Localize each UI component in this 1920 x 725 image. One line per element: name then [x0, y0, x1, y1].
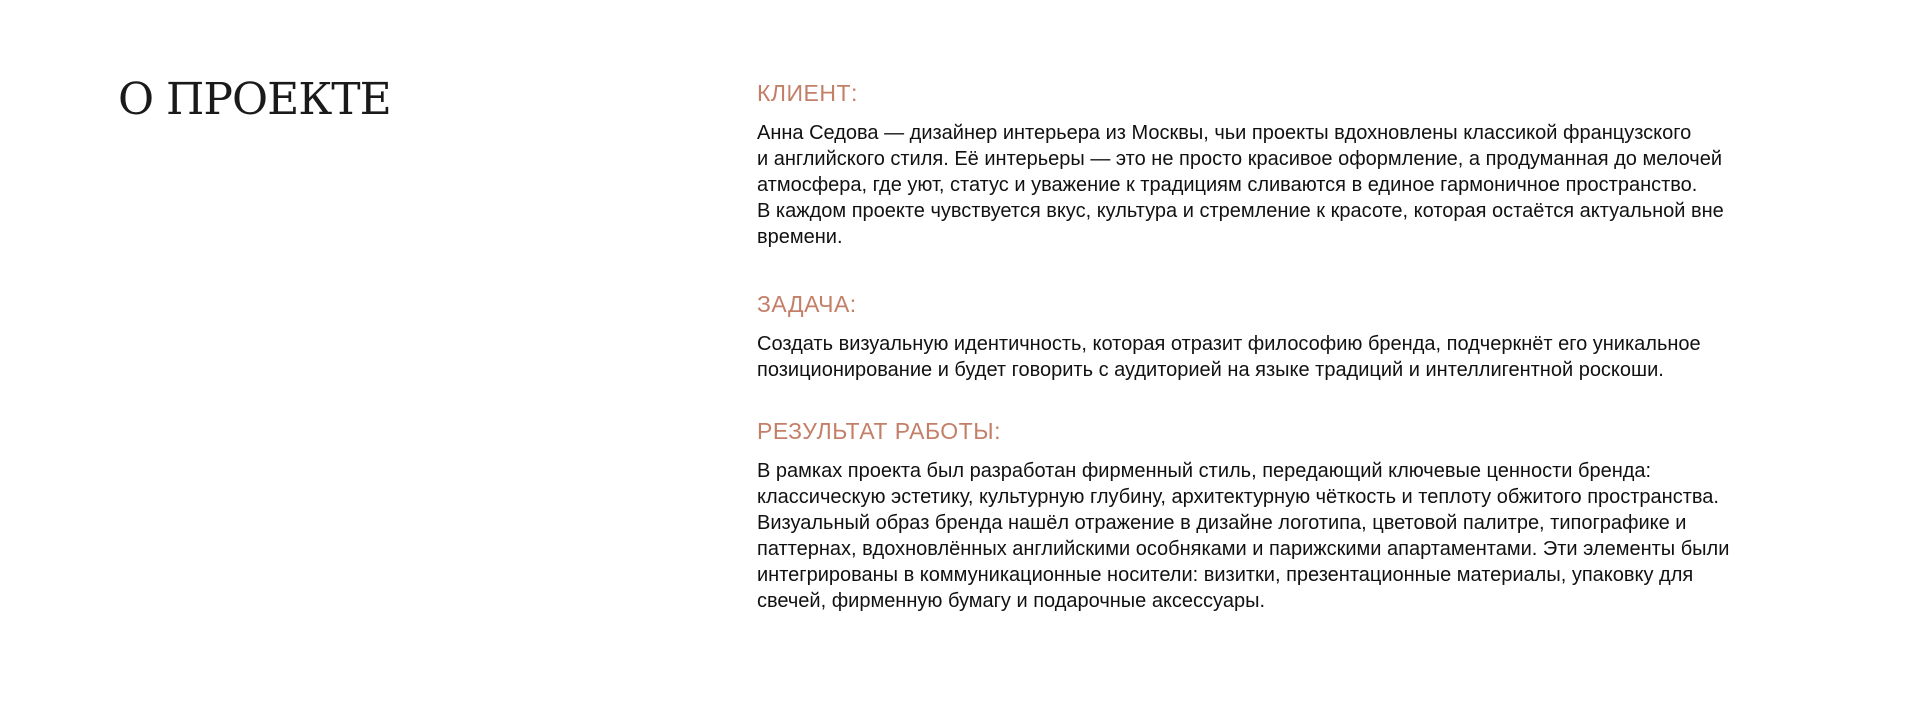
client-text: Анна Седова — дизайнер интерьера из Москвы, чьи проекты вдохновлены классикой французского и английского стиля. Её интерьеры — это не просто красивое оформление, а продуманная до мелочей атмосфера, где уют, статус и уважение к традициям сливаются в единое гармоничное пространство. В каждом проекте чувствуется вкус, культура и стремление к красоте, которая остаётся актуальной вне времени. [757, 122, 1724, 248]
project-description [757, 76, 1882, 614]
result-text: В рамках проекта был разработан фирменный стиль, передающий ключевые ценности бренда: классическую эстетику, культурную глубину, архитектурную чёткость и теплоту обжитого пространства. Визуальный образ бренда нашёл отражение в дизайне логотипа, цветовой палитре, типографике и паттернах, вдохновлённых английскими особняками и парижскими апартаментами. Эти элементы были интегрированы в коммуникационные носители: визитки, презентационные материалы, упаковку для свечей, фирменную бумагу и подарочные аксессуары. [757, 460, 1730, 612]
client-heading: КЛИЕНТ: [757, 80, 858, 106]
task-heading: ЗАДАЧА: [757, 291, 857, 317]
result-heading: РЕЗУЛЬТАТ РАБОТЫ: [757, 418, 1001, 444]
client-section [757, 76, 1882, 250]
task-text: Создать визуальную идентичность, которая отразит философию бренда, подчеркнёт его уникальное позиционирование и будет говорить с аудиторией на языке традиций и интеллигентной роскоши. [757, 333, 1701, 381]
result-section [757, 414, 1882, 614]
page-title: О ПРОЕКТЕ [118, 74, 391, 125]
task-section [757, 287, 1882, 383]
